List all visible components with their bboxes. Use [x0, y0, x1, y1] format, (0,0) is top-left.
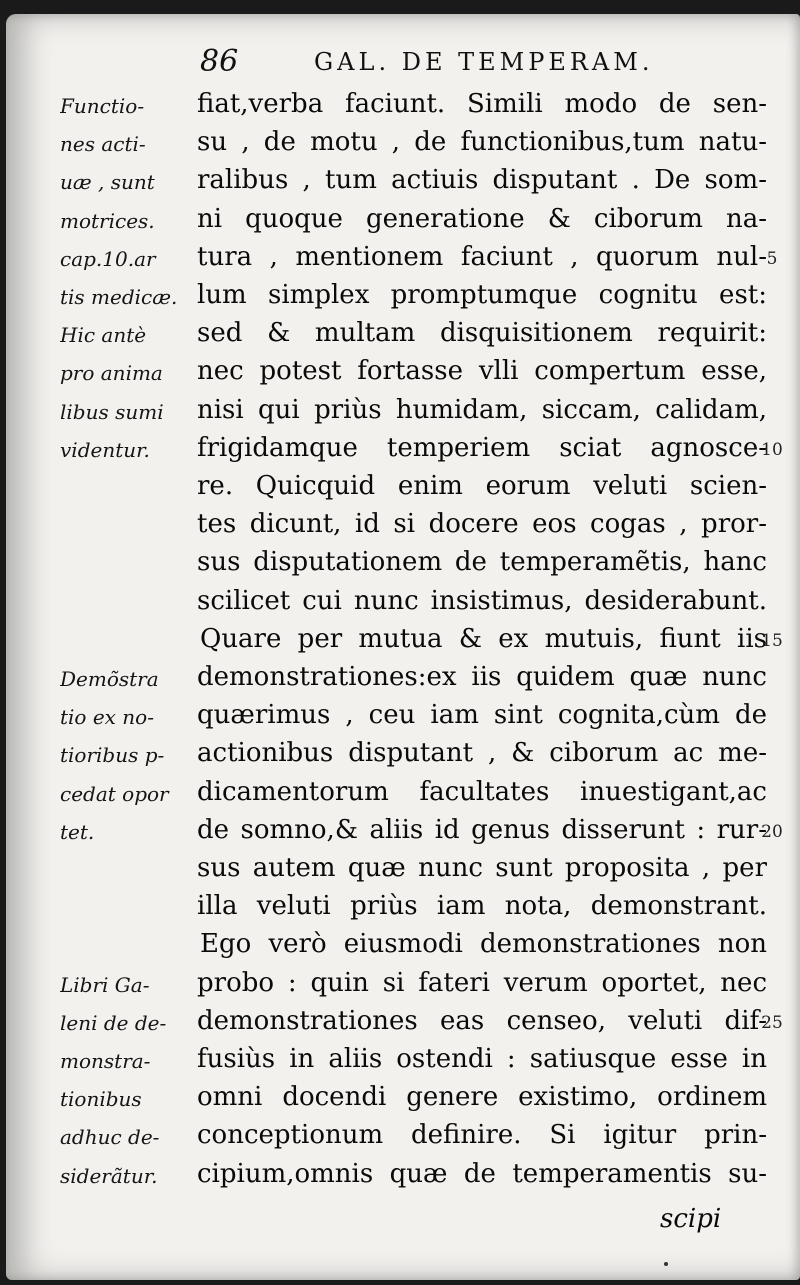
- side-note: tis medicæ.: [60, 285, 178, 309]
- body-line: conceptionum definire. Si igitur prin-: [197, 1120, 767, 1151]
- body-line: illa veluti priùs iam nota, demonstrant.: [197, 891, 767, 922]
- side-note: cap.10.ar: [60, 246, 156, 271]
- body-line: tura , mentionem faciunt , quorum nul-: [197, 241, 767, 272]
- side-note: tet.: [60, 819, 95, 844]
- text-line: [0, 583, 800, 619]
- text-line: [0, 697, 800, 733]
- body-line: su , de motu , de functionibus,tum natu-: [197, 127, 767, 158]
- text-line: [0, 1041, 800, 1077]
- body-line: Ego verò eiusmodi demonstrationes non: [200, 929, 767, 960]
- text-line: [0, 430, 800, 466]
- side-note: monstra-: [60, 1049, 151, 1073]
- body-line: lum simplex promptumque cognitu est:: [197, 280, 767, 310]
- text-line: [0, 888, 800, 924]
- text-line: [0, 353, 800, 389]
- body-line: Quare per mutua & ex mutuis, fiunt iis: [200, 623, 767, 654]
- catchword: scipi: [660, 1204, 722, 1234]
- side-note: tio ex no-: [60, 705, 154, 730]
- side-note: videntur.: [60, 437, 150, 462]
- text-line: [0, 774, 800, 810]
- line-number: 20: [761, 821, 783, 842]
- line-number: 5: [766, 248, 778, 269]
- side-note: pro anima: [60, 361, 163, 386]
- body-line: sus disputationem de temperamẽtis, hanc: [197, 547, 767, 578]
- text-line: [0, 544, 800, 580]
- text-line: [0, 124, 800, 160]
- side-note: Demõstra: [60, 667, 159, 691]
- page-blemish: [664, 1262, 668, 1266]
- body-line: demonstrationes:ex iis quidem quæ nunc: [197, 662, 767, 692]
- body-line: re. Quicquid enim eorum veluti scien-: [197, 471, 767, 501]
- body-line: de somno,& aliis id genus disserunt : rur-: [197, 814, 767, 845]
- text-line: [0, 965, 800, 1001]
- body-line: frigidamque temperiem sciat agnosce-: [197, 432, 767, 463]
- text-line: [0, 1079, 800, 1115]
- side-note: nes acti-: [60, 132, 146, 157]
- side-note: cedat opor: [60, 781, 169, 806]
- text-line: [0, 1156, 800, 1192]
- side-note: Functio-: [60, 94, 145, 118]
- side-note: adhuc de-: [60, 1125, 160, 1150]
- side-note: tioribus p-: [60, 743, 165, 768]
- side-note: Hic antè: [60, 323, 147, 348]
- side-note: uæ , sunt: [60, 170, 155, 195]
- text-line: [0, 315, 800, 351]
- text-line: [0, 621, 800, 657]
- text-line: [0, 277, 800, 313]
- body-line: nisi qui priùs humidam, siccam, calidam,: [197, 394, 767, 425]
- side-note: leni de de-: [60, 1010, 167, 1035]
- body-line: omni docendi genere existimo, ordinem: [197, 1082, 767, 1113]
- body-line: tes dicunt, id si docere eos cogas , pror-: [197, 509, 767, 540]
- line-number: 25: [761, 1012, 783, 1033]
- side-note: tionibus: [60, 1087, 142, 1112]
- text-line: [0, 1117, 800, 1153]
- body-line: sus autem quæ nunc sunt proposita , per: [197, 853, 767, 883]
- text-line: [0, 162, 800, 198]
- side-note: siderãtur.: [60, 1163, 158, 1188]
- body-line: nec potest fortasse vlli compertum esse,: [197, 356, 767, 387]
- text-line: [0, 392, 800, 428]
- body-line: fusiùs in aliis ostendi : satiusque esse in: [197, 1044, 767, 1074]
- running-title: GAL. DE TEMPERAM.: [314, 48, 654, 76]
- body-line: demonstrationes eas censeo, veluti dif-: [197, 1005, 767, 1036]
- body-line: scilicet cui nunc insistimus, desiderabunt.: [197, 585, 767, 616]
- side-note: Libri Ga-: [60, 972, 150, 997]
- body-line: ni quoque generatione & ciborum na-: [197, 203, 767, 234]
- text-line: [0, 735, 800, 771]
- text-line: [0, 201, 800, 237]
- body-line: probo : quin si fateri verum oportet, nec: [197, 967, 767, 998]
- text-line: [0, 1003, 800, 1039]
- text-line: [0, 468, 800, 504]
- body-line: actionibus disputant , & ciborum ac me-: [197, 738, 767, 769]
- text-line: [0, 659, 800, 695]
- body-line: fiat,verba faciunt. Simili modo de sen-: [197, 89, 767, 119]
- page-number: 86: [200, 44, 239, 79]
- page-header: [0, 34, 800, 84]
- line-number: 15: [761, 630, 783, 651]
- text-line: [0, 850, 800, 886]
- side-note: motrices.: [60, 208, 155, 233]
- line-number: 10: [761, 439, 783, 460]
- side-note: libus sumi: [60, 399, 164, 424]
- body-line: dicamentorum facultates inuestigant,ac: [197, 776, 767, 807]
- text-line: [0, 926, 800, 962]
- text-line: [0, 812, 800, 848]
- body-line: sed & multam disquisitionem requirit:: [197, 318, 767, 349]
- body-line: cipium,omnis quæ de temperamentis su-: [197, 1158, 767, 1189]
- body-line: quærimus , ceu iam sint cognita,cùm de: [197, 700, 767, 731]
- text-line: [0, 239, 800, 275]
- body-line: ralibus , tum actiuis disputant . De som-: [197, 165, 767, 196]
- text-line: [0, 506, 800, 542]
- text-line: [0, 86, 800, 122]
